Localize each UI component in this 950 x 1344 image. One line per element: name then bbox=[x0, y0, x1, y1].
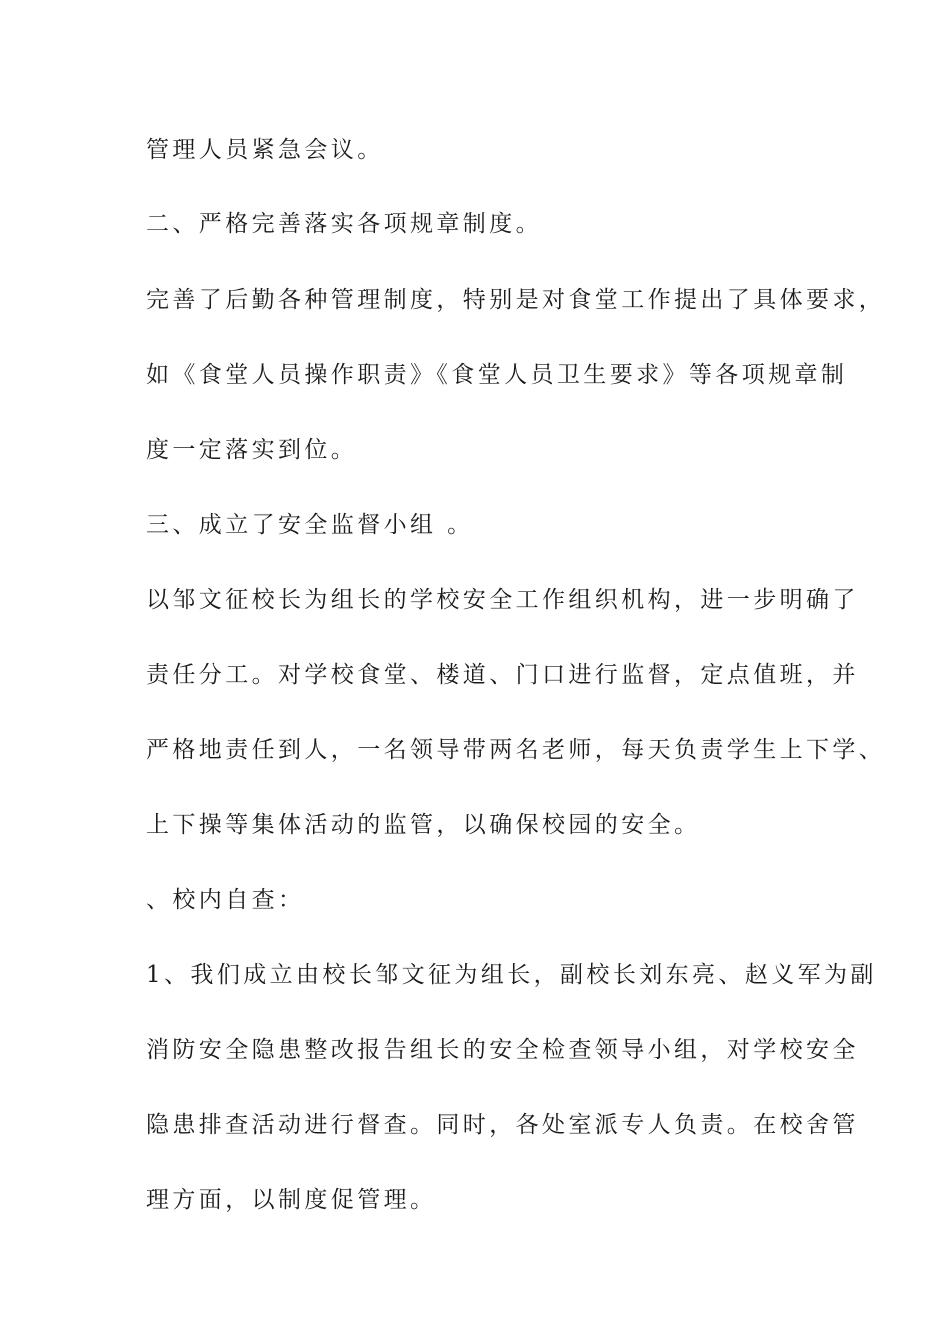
text-line: 管理人员紧急会议。 bbox=[146, 137, 384, 163]
section-heading: 二、严格完善落实各项规章制度。 bbox=[146, 211, 542, 237]
text-line: 理方面，以制度促管理。 bbox=[146, 1187, 437, 1213]
text-line: 1、我们成立由校长邹文征为组长，副校长刘东亮、赵义军为副 bbox=[146, 962, 877, 988]
text-line: 消防安全隐患整改报告组长的安全检查领导小组，对学校安全 bbox=[146, 1037, 859, 1063]
section-heading: 三、成立了安全监督小组 。 bbox=[146, 512, 474, 538]
text-line: 隐患排查活动进行督查。同时，各处室派专人负责。在校舍管 bbox=[146, 1112, 859, 1138]
text-line: 上下操等集体活动的监管，以确保校园的安全。 bbox=[146, 812, 701, 838]
text-line: 以邹文征校长为组长的学校安全工作组织机构，进一步明确了 bbox=[146, 587, 859, 613]
text-line: 严格地责任到人，一名领导带两名老师，每天负责学生上下学、 bbox=[146, 737, 886, 763]
text-line: 完善了后勤各种管理制度，特别是对食堂工作提出了具体要求， bbox=[146, 287, 886, 313]
text-line: 如《食堂人员操作职责》《食堂人员卫生要求》等各项规章制 bbox=[146, 362, 848, 388]
section-heading: 、校内自查： bbox=[146, 887, 305, 913]
text-line: 责任分工。对学校食堂、楼道、门口进行监督，定点值班，并 bbox=[146, 662, 859, 688]
text-line: 度一定落实到位。 bbox=[146, 437, 358, 463]
